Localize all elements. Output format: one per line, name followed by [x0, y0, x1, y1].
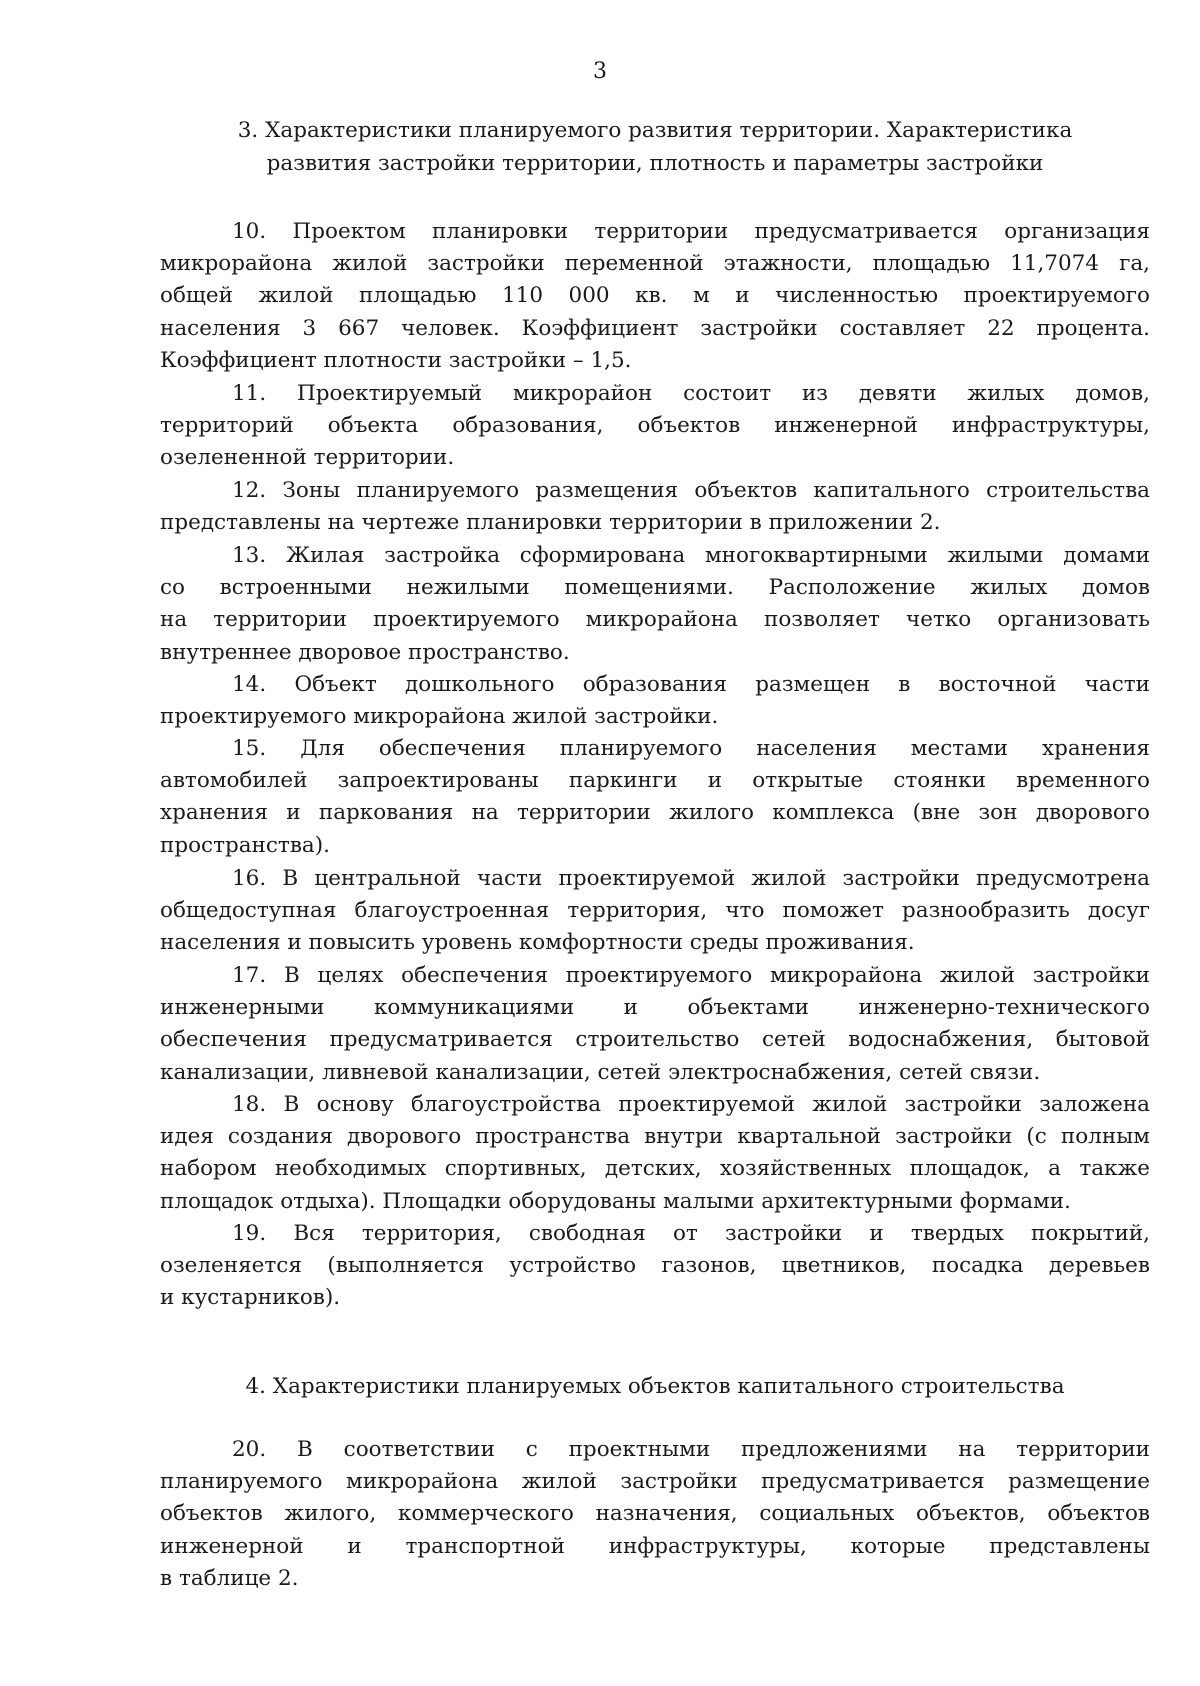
paragraph-line: объектов жилого, коммерческого назначения, социальных объектов, объектов — [160, 1501, 1150, 1527]
paragraph-line: канализации, ливневой канализации, сетей электроснабжения, сетей связи. — [160, 1059, 1041, 1085]
paragraph-line: внутреннее дворовое пространство. — [160, 639, 570, 665]
paragraph-line: 12. Зоны планируемого размещения объектов капитального строительства — [232, 478, 1150, 503]
paragraph-line: озеленяется (выполняется устройство газонов, цветников, посадка деревьев — [160, 1253, 1150, 1279]
paragraph-line: 15. Для обеспечения планируемого населения местами хранения — [232, 736, 1150, 761]
page-number: 3 — [593, 59, 607, 84]
paragraph-line: автомобилей запроектированы паркинги и открытые стоянки временного — [160, 768, 1150, 794]
paragraph-line: инженерными коммуникациями и объектами инженерно-технического — [160, 995, 1150, 1021]
paragraph-line: хранения и паркования на территории жилого комплекса (вне зон дворового — [160, 800, 1150, 826]
paragraph-line: представлены на чертеже планировки территории в приложении 2. — [160, 510, 941, 536]
paragraph-line: 16. В центральной части проектируемой жилой застройки предусмотрена — [232, 866, 1150, 891]
paragraph-line: инженерной и транспортной инфраструктуры, которые представлены — [160, 1533, 1150, 1559]
paragraph-line: 17. В целях обеспечения проектируемого микрорайона жилой застройки — [232, 963, 1150, 988]
heading-line: 3. Характеристики планируемого развития территории. Характеристика — [237, 118, 1073, 143]
paragraph-line: идея создания дворового пространства внутри квартальной застройки (с полным — [160, 1124, 1150, 1150]
paragraph-line: 18. В основу благоустройства проектируемой жилой застройки заложена — [232, 1092, 1150, 1117]
paragraph-line: 13. Жилая застройка сформирована многоквартирными жилыми домами — [232, 543, 1150, 568]
paragraph-line: 14. Объект дошкольного образования размещен в восточной части — [232, 672, 1150, 697]
paragraph-line: в таблице 2. — [160, 1565, 299, 1591]
paragraph-line: 11. Проектируемый микрорайон состоит из девяти жилых домов, — [232, 381, 1150, 406]
paragraph-12 — [160, 475, 1150, 539]
paragraph-line: 19. Вся территория, свободная от застройки и твердых покрытий, — [232, 1221, 1150, 1246]
paragraph-14 — [160, 669, 1150, 733]
paragraph-line: и кустарников). — [160, 1285, 341, 1311]
paragraph-line: микрорайона жилой застройки переменной этажности, площадью 11,7074 га, — [160, 251, 1150, 277]
section-3-heading — [160, 114, 1150, 180]
paragraph-line: 20. В соответствии с проектными предложениями на территории — [232, 1437, 1150, 1462]
paragraph-line: обеспечения предусматривается строительство сетей водоснабжения, бытовой — [160, 1027, 1150, 1053]
paragraph-line: озелененной территории. — [160, 445, 455, 471]
paragraph-11 — [160, 378, 1150, 475]
paragraph-17 — [160, 960, 1150, 1089]
paragraph-line: площадок отдыха). Площадки оборудованы малыми архитектурными формами. — [160, 1188, 1071, 1214]
paragraph-line: 10. Проектом планировки территории предусматривается организация — [232, 219, 1150, 244]
paragraph-line: общедоступная благоустроенная территория, что поможет разнообразить досуг — [160, 898, 1150, 924]
paragraph-19 — [160, 1218, 1150, 1315]
heading-line: 4. Характеристики планируемых объектов капитального строительства — [245, 1374, 1065, 1399]
heading-line: развития застройки территории, плотность и параметры застройки — [266, 151, 1044, 176]
paragraph-line: проектируемого микрорайона жилой застройки. — [160, 704, 719, 730]
paragraph-line: общей жилой площадью 110 000 кв. м и численностью проектируемого — [160, 283, 1150, 309]
paragraph-line: со встроенными нежилыми помещениями. Расположение жилых домов — [160, 575, 1150, 601]
paragraph-16 — [160, 863, 1150, 960]
paragraph-20 — [160, 1434, 1150, 1595]
paragraph-line: пространства). — [160, 832, 330, 858]
paragraph-line: территорий объекта образования, объектов инженерной инфраструктуры, — [160, 413, 1150, 439]
paragraph-18 — [160, 1089, 1150, 1218]
paragraph-line: Коэффициент плотности застройки – 1,5. — [160, 347, 632, 373]
paragraph-13 — [160, 540, 1150, 669]
paragraph-line: населения и повысить уровень комфортности среды проживания. — [160, 930, 915, 956]
paragraph-line: на территории проектируемого микрорайона позволяет четко организовать — [160, 607, 1150, 633]
section-4-heading — [160, 1370, 1150, 1403]
paragraph-15 — [160, 733, 1150, 862]
paragraph-line: планируемого микрорайона жилой застройки предусматривается размещение — [160, 1469, 1150, 1495]
paragraph-10 — [160, 216, 1150, 377]
paragraph-line: населения 3 667 человек. Коэффициент застройки составляет 22 процента. — [160, 315, 1150, 341]
paragraph-line: набором необходимых спортивных, детских, хозяйственных площадок, а также — [160, 1156, 1150, 1182]
